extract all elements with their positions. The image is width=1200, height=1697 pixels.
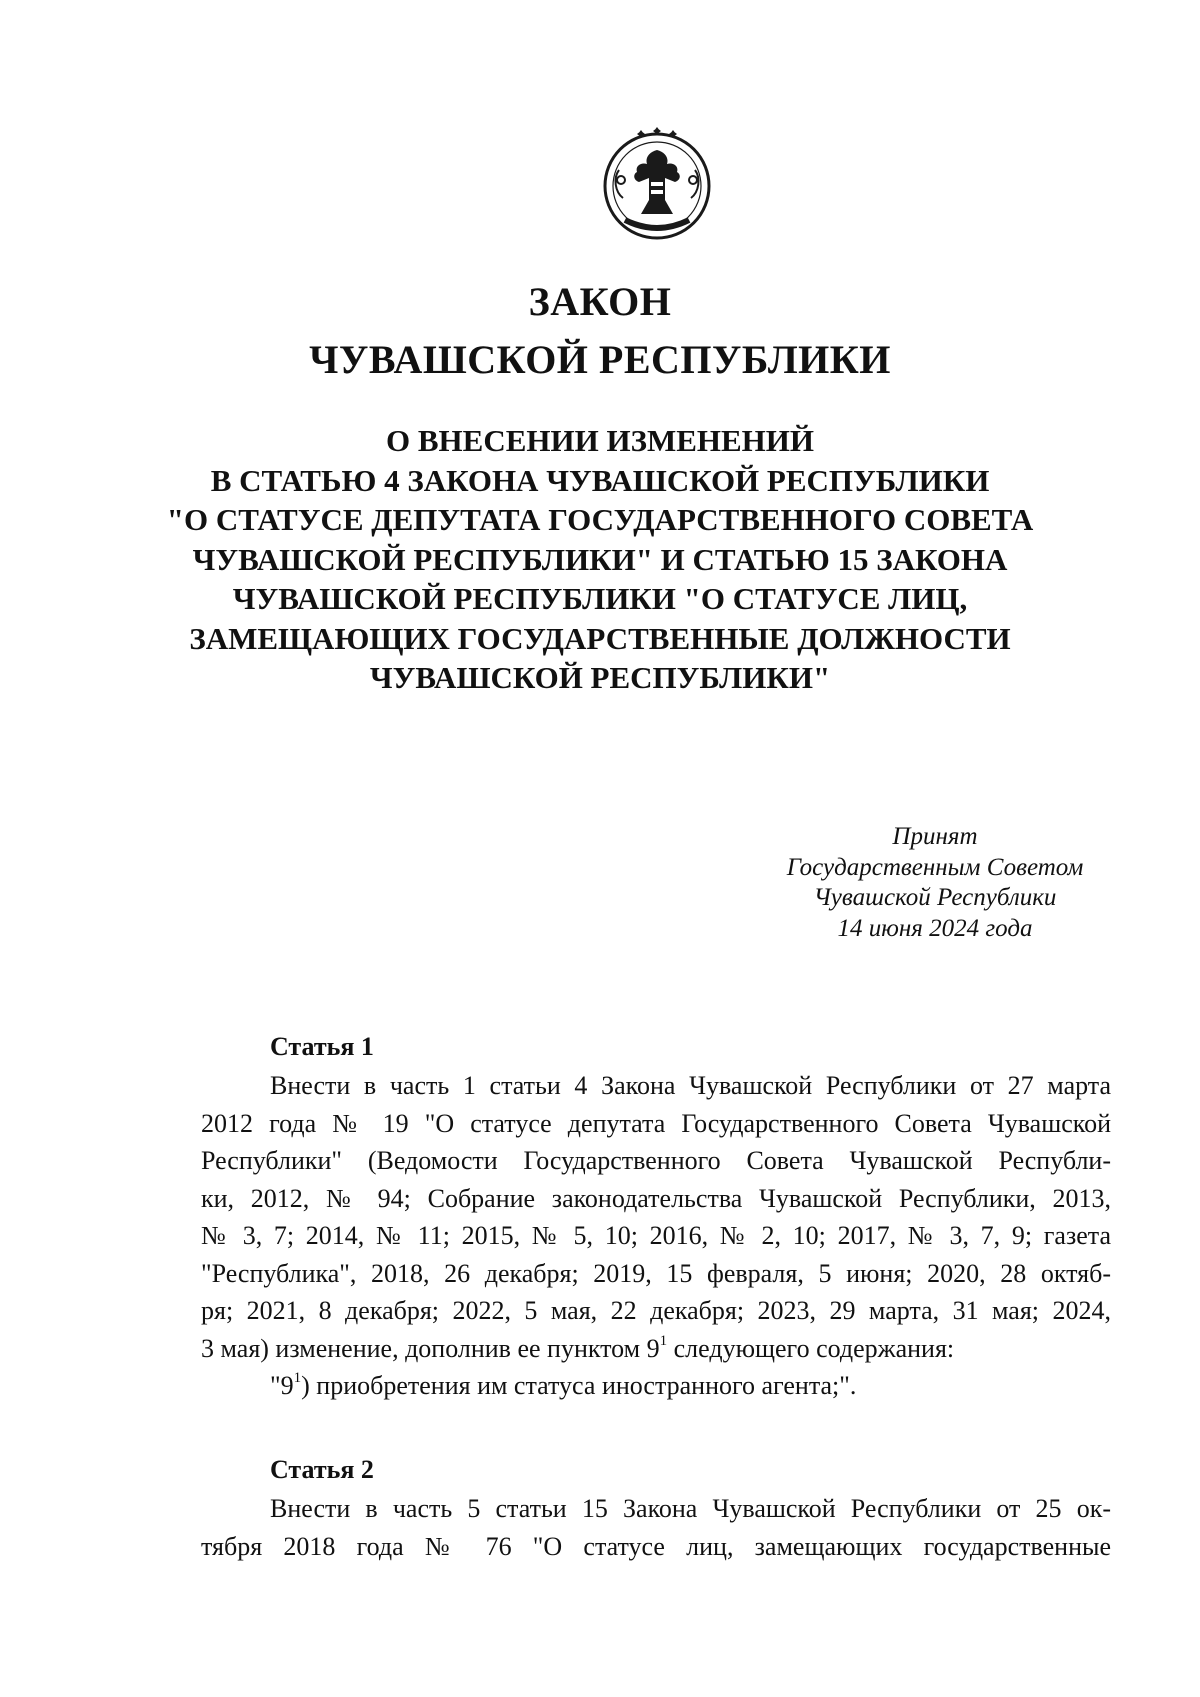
subtitle-line: "О СТАТУСЕ ДЕПУТАТА ГОСУДАРСТВЕННОГО СОВЕТА	[166, 502, 1034, 537]
quote-open: "9	[270, 1371, 294, 1400]
article-1-heading: Статья 1	[270, 1032, 374, 1061]
article-1-text: следующего содержания:	[667, 1333, 955, 1363]
article-1-text: 3 мая) изменение, дополнив ее пунктом 9	[201, 1333, 660, 1363]
article-1-line: "Республика", 2018, 26 декабря; 2019, 15 февраля, 5 июня; 2020, 28 октяб-	[201, 1258, 1111, 1288]
coat-of-arms-emblem	[597, 122, 717, 242]
article-1-last-line	[201, 1330, 1111, 1368]
superscript: 1	[659, 1332, 668, 1349]
subtitle-line: ЧУВАШСКОЙ РЕСПУБЛИКИ "О СТАТУСЕ ЛИЦ,	[232, 581, 968, 616]
article-1-line: ки, 2012, № 94; Собрание законодательства Чувашской Республики, 2013,	[201, 1183, 1111, 1213]
subtitle-line: ЗАМЕЩАЮЩИХ ГОСУДАРСТВЕННЫЕ ДОЛЖНОСТИ	[189, 620, 1011, 656]
article-2-line: тября 2018 года № 76 "О статусе лиц, замещающих государственные	[201, 1531, 1111, 1561]
article-2-heading: Статья 2	[270, 1455, 374, 1484]
adoption-line: Чувашской Республики	[813, 884, 1057, 911]
adoption-note	[770, 822, 1100, 944]
document-title-republic: ЧУВАШСКОЙ РЕСПУБЛИКИ	[309, 337, 891, 382]
superscript: 1	[293, 1370, 302, 1387]
subtitle-line: ЧУВАШСКОЙ РЕСПУБЛИКИ"	[369, 660, 831, 695]
article-2-line: Внести в часть 5 статьи 15 Закона Чувашской Республики от 25 ок-	[270, 1494, 1111, 1523]
document-title: ЗАКОН	[528, 279, 672, 324]
adoption-line: Государственным Советом	[786, 853, 1084, 881]
article-1-line: ря; 2021, 8 декабря; 2022, 5 мая, 22 декабря; 2023, 29 марта, 31 мая; 2024,	[201, 1296, 1111, 1325]
adoption-line: Принят	[892, 823, 978, 850]
article-1-quoted-item	[201, 1367, 1111, 1405]
article-2-body	[201, 1490, 1111, 1565]
subtitle-line: О ВНЕСЕНИИ ИЗМЕНЕНИЙ	[385, 423, 815, 458]
article-1-line: 2012 года № 19 "О статусе депутата Государственного Совета Чувашской	[201, 1108, 1111, 1138]
subtitle-line: В СТАТЬЮ 4 ЗАКОНА ЧУВАШСКОЙ РЕСПУБЛИКИ	[210, 462, 990, 498]
quote-text: ) приобретения им статуса иностранного агента;".	[301, 1371, 857, 1400]
article-1-line: Внести в часть 1 статьи 4 Закона Чувашской Республики от 27 марта	[270, 1071, 1111, 1100]
article-1-line: № 3, 7; 2014, № 11; 2015, № 5, 10; 2016, № 2, 10; 2017, № 3, 7, 9; газета	[201, 1221, 1111, 1250]
law-subtitle	[150, 421, 1050, 698]
adoption-date: 14 июня 2024 года	[837, 914, 1033, 942]
article-1-body	[201, 1067, 1111, 1405]
subtitle-line: ЧУВАШСКОЙ РЕСПУБЛИКИ" И СТАТЬЮ 15 ЗАКОНА	[192, 541, 1008, 577]
article-1-line: Республики" (Ведомости Государственного Совета Чувашской Республи-	[201, 1146, 1111, 1175]
